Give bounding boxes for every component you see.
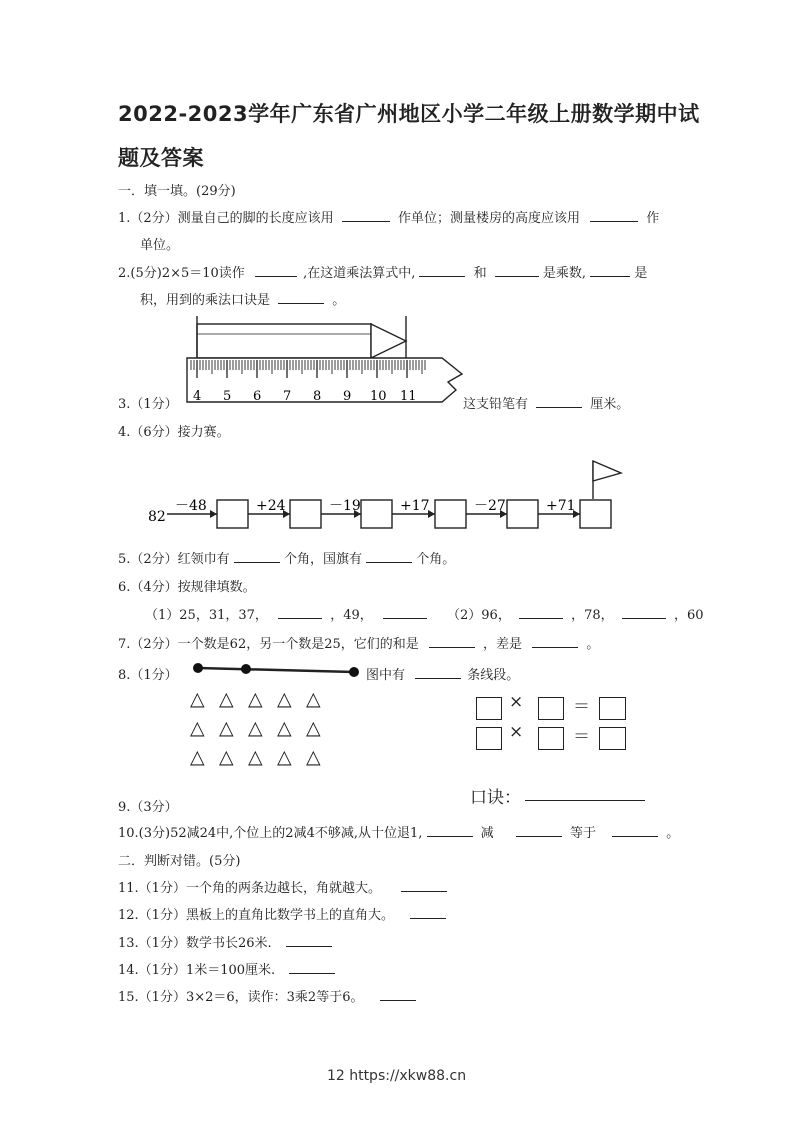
q6-label: 6.（4分）按规律填数。 <box>118 580 256 595</box>
question-2 <box>118 262 647 281</box>
relay-figure <box>145 455 625 535</box>
triangle-grid <box>190 688 340 778</box>
answer-blank[interactable] <box>612 822 658 837</box>
point-dot <box>349 667 359 677</box>
koujue-label: 口诀： <box>470 788 521 808</box>
answer-blank[interactable] <box>278 604 322 619</box>
times-sign: × <box>509 722 524 742</box>
ruler-label: 6 <box>253 389 262 404</box>
answer-blank[interactable] <box>278 289 324 304</box>
q7-text-a: 7.（2分）一个数是62，另一个数是25，它们的和是 <box>118 637 419 652</box>
relay-operation: －48 <box>175 498 207 514</box>
q2-text-d: 是乘数, <box>542 266 587 281</box>
question-3 <box>463 393 629 412</box>
question-10 <box>118 822 679 841</box>
q6-p1-a: （1）25，31，37， <box>145 608 268 623</box>
equals-sign: ＝ <box>573 727 590 747</box>
q2-text-e: 是 <box>634 266 648 281</box>
question-13 <box>118 932 332 951</box>
arrow-head-icon <box>210 510 217 518</box>
triangle-icon: △ <box>190 746 205 768</box>
times-sign: × <box>509 692 524 712</box>
answer-box[interactable] <box>599 727 626 750</box>
ruler-label: 5 <box>223 389 232 404</box>
question-14 <box>118 959 335 978</box>
answer-box[interactable] <box>476 697 502 720</box>
line-segment-figure <box>188 660 363 680</box>
q10-text-c: 等于 <box>569 826 596 841</box>
answer-blank[interactable] <box>410 904 446 919</box>
answer-blank[interactable] <box>495 262 539 277</box>
q7-text-c: 。 <box>586 637 600 652</box>
page-title-line2: 题及答案 <box>118 146 204 170</box>
ruler-label: 7 <box>283 389 292 404</box>
triangle-icon: △ <box>306 717 321 739</box>
relay-start-number: 82 <box>148 509 166 525</box>
answer-blank[interactable] <box>286 932 332 947</box>
q9-label: 9.（3分） <box>118 800 178 815</box>
relay-answer-box[interactable] <box>217 500 248 528</box>
answer-box[interactable] <box>476 727 502 750</box>
triangle-icon: △ <box>306 746 321 768</box>
q2-text-f: 积，用到的乘法口诀是 <box>140 293 271 308</box>
question-8 <box>366 664 519 683</box>
q11-text: 11.（1分）一个角的两条边越长，角就越大。 <box>118 881 381 896</box>
answer-blank[interactable] <box>590 207 638 222</box>
answer-box[interactable] <box>538 697 564 720</box>
q6-p2-a: （2）96， <box>447 608 511 623</box>
q1-text-c: 作 <box>646 211 660 226</box>
relay-operation: +71 <box>546 498 576 514</box>
answer-blank[interactable] <box>590 262 630 277</box>
question-5 <box>118 548 455 567</box>
q1-text-d: 单位。 <box>140 238 180 253</box>
equals-sign: ＝ <box>573 697 590 717</box>
q2-text-b: ,在这道乘法算式中, <box>303 266 416 281</box>
q7-text-b: ，差是 <box>483 637 523 652</box>
q8-label: 8.（1分） <box>118 668 178 683</box>
q6-p2-c: ，60 <box>673 608 704 623</box>
answer-blank[interactable] <box>536 393 582 408</box>
section-heading-2: 二．判断对错。(5分) <box>118 854 241 869</box>
q14-text: 14.（1分）1米＝100厘米. <box>118 963 276 978</box>
answer-blank[interactable] <box>429 633 475 648</box>
triangle-icon: △ <box>219 746 234 768</box>
triangle-icon: △ <box>277 717 292 739</box>
q12-text: 12.（1分）黑板上的直角比数学书上的直角大。 <box>118 908 394 923</box>
question-15 <box>118 986 416 1005</box>
answer-blank[interactable] <box>415 664 461 679</box>
triangle-icon: △ <box>248 746 263 768</box>
section-heading-1: 一．填一填。(29分) <box>118 184 236 199</box>
q6-p1-b: ，49， <box>330 608 373 623</box>
triangle-icon: △ <box>219 717 234 739</box>
question-12 <box>118 904 446 923</box>
triangle-icon: △ <box>219 688 234 710</box>
answer-blank[interactable] <box>383 604 427 619</box>
answer-blank[interactable] <box>532 633 578 648</box>
triangle-icon: △ <box>248 688 263 710</box>
answer-box[interactable] <box>599 697 626 720</box>
answer-blank[interactable] <box>401 877 447 892</box>
question-6-parts <box>145 604 704 623</box>
q5-text-b: 个角，国旗有 <box>283 552 362 567</box>
q6-p2-b: ，78， <box>571 608 614 623</box>
question-7 <box>118 633 599 652</box>
relay-operation: +17 <box>400 498 430 514</box>
answer-blank[interactable] <box>427 822 473 837</box>
q5-text-a: 5.（2分）红领巾有 <box>118 552 230 567</box>
relay-answer-box[interactable] <box>507 500 538 528</box>
relay-answer-box[interactable] <box>361 500 392 528</box>
answer-blank[interactable] <box>380 986 416 1001</box>
triangle-icon: △ <box>277 688 292 710</box>
q13-text: 13.（1分）数学书长26米. <box>118 936 272 951</box>
answer-blank[interactable] <box>622 604 666 619</box>
ruler-label: 9 <box>343 389 352 404</box>
q1-text-b: 作单位；测量楼房的高度应该用 <box>397 211 580 226</box>
relay-answer-box[interactable] <box>290 500 321 528</box>
q2-text-g: 。 <box>332 293 346 308</box>
answer-blank[interactable] <box>519 604 563 619</box>
triangle-icon: △ <box>190 688 205 710</box>
q8-text: 图中有 <box>366 668 406 683</box>
relay-answer-box[interactable] <box>435 500 466 528</box>
answer-blank[interactable] <box>366 548 412 563</box>
answer-blank[interactable] <box>255 262 297 277</box>
q1-text-a: 1.（2分）测量自己的脚的长度应该用 <box>118 211 334 226</box>
triangle-icon: △ <box>306 688 321 710</box>
point-dot <box>241 664 251 674</box>
pencil-tip <box>371 324 406 358</box>
q5-text-c: 个角。 <box>416 552 456 567</box>
q2-text-c: 和 <box>473 266 487 281</box>
page-title: 2022-2023学年广东省广州地区小学二年级上册数学期中试 <box>118 102 700 126</box>
answer-blank[interactable] <box>234 548 280 563</box>
q10-text-a: 10.(3分)52减24中,个位上的2减4不够减,从十位退1, <box>118 826 423 841</box>
answer-blank[interactable] <box>516 822 562 837</box>
q10-text-b: 减 <box>480 826 494 841</box>
q3-label: 3.（1分） <box>118 397 178 412</box>
answer-blank[interactable] <box>419 262 465 277</box>
triangle-icon: △ <box>190 717 205 739</box>
ruler-label: 8 <box>313 389 322 404</box>
q15-text: 15.（1分）3×2＝6，读作：3乘2等于6。 <box>118 990 364 1005</box>
relay-answer-box[interactable] <box>580 500 611 528</box>
q3-text: 这支铅笔有 <box>463 397 529 412</box>
pencil-body <box>197 324 371 358</box>
question-1 <box>118 207 659 226</box>
relay-operation: +24 <box>256 498 286 514</box>
relay-operation: －27 <box>474 498 506 514</box>
koujue-blank[interactable] <box>525 800 645 801</box>
relay-operation: －19 <box>329 498 361 514</box>
flag-icon <box>593 461 621 481</box>
q4-label: 4.（6分）接力赛。 <box>118 425 230 440</box>
page-footer: 12 https://xkw88.cn <box>326 1068 467 1084</box>
answer-blank[interactable] <box>342 207 390 222</box>
q3-unit: 厘米。 <box>590 397 630 412</box>
question-11 <box>118 877 447 896</box>
ruler-label: 10 <box>370 389 387 404</box>
q8-unit: 条线段。 <box>467 668 520 683</box>
question-2-cont <box>140 289 345 308</box>
triangle-icon: △ <box>248 717 263 739</box>
ruler-label: 11 <box>400 389 417 404</box>
triangle-icon: △ <box>277 746 292 768</box>
answer-box[interactable] <box>538 727 564 750</box>
point-dot <box>193 663 203 673</box>
ruler-pencil-figure <box>180 312 465 408</box>
q2-text-a: 2.(5分)2×5＝10读作 <box>118 266 245 281</box>
ruler-label: 4 <box>193 389 202 404</box>
q10-text-d: 。 <box>666 826 680 841</box>
answer-blank[interactable] <box>289 959 335 974</box>
